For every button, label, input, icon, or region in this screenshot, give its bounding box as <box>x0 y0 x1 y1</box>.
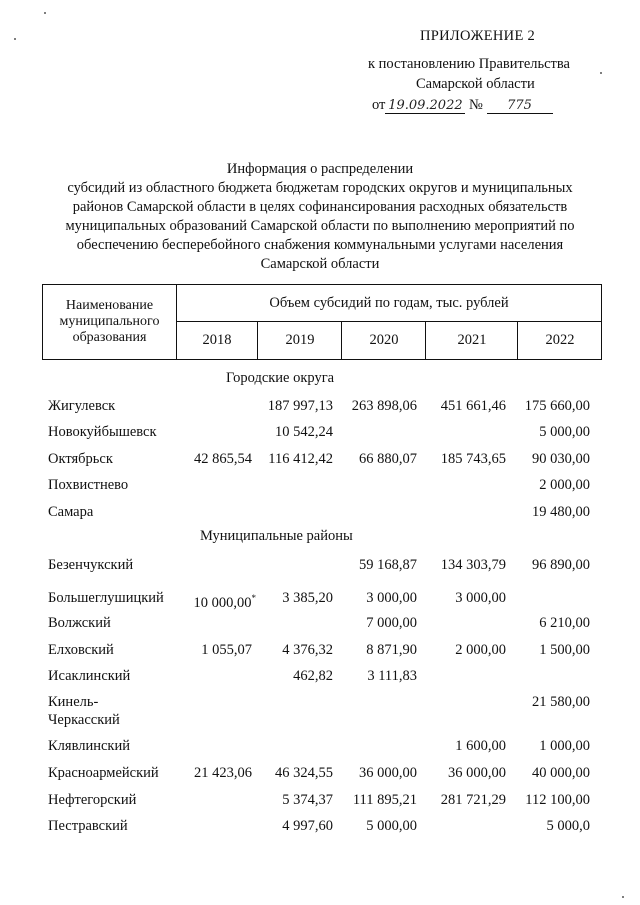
year-header-2018: 2018 <box>202 332 232 348</box>
value-2018: 1 055,07 <box>201 642 252 658</box>
date-prefix: от <box>372 97 386 113</box>
number-prefix: № <box>469 97 483 113</box>
value-2019: 4 376,32 <box>282 642 333 658</box>
column-header-name: Наименование муниципального образования <box>43 285 177 359</box>
value-2020: 66 880,07 <box>359 451 417 467</box>
value-2020: 8 871,90 <box>366 642 417 658</box>
value-2022: 40 000,00 <box>532 765 590 781</box>
title-line: субсидий из областного бюджета бюджетам городских округов и муниципальных <box>67 180 573 196</box>
table-row <box>48 736 608 756</box>
date-value: 19.09.2022 <box>385 98 465 114</box>
table-row <box>48 692 608 732</box>
title-line: Самарской области <box>260 256 380 272</box>
value-2020: 5 000,00 <box>366 818 417 834</box>
scan-speck <box>14 38 16 40</box>
title-line: обеспечению бесперебойного снабжения коммунальными услугами населения <box>76 237 564 253</box>
value-2022: 5 000,00 <box>539 424 590 440</box>
value-2020: 3 111,83 <box>367 668 417 684</box>
value-2019: 462,82 <box>293 668 333 684</box>
value-2020: 111 895,21 <box>352 792 417 808</box>
municipality-name: Самара <box>48 504 94 520</box>
value-2020: 36 000,00 <box>359 765 417 781</box>
footnote-mark: * <box>251 593 256 603</box>
year-header-2019: 2019 <box>257 322 342 359</box>
value-2022: 175 660,00 <box>524 398 590 414</box>
municipality-name: Кинель- <box>48 694 99 710</box>
column-header-volume: Объем субсидий по годам, тыс. рублей <box>177 285 601 322</box>
table-row <box>48 502 608 522</box>
title-line: муниципальных образований Самарской области по выполнению мероприятий по <box>65 218 575 234</box>
value-2021: 3 000,00 <box>455 590 506 606</box>
table-row <box>48 640 608 660</box>
document-title <box>30 160 610 274</box>
number-value: 775 <box>487 98 553 114</box>
year-header-2020: 2020 <box>341 322 426 359</box>
table-row <box>48 396 608 416</box>
municipality-name: Елховский <box>48 642 114 658</box>
table-row <box>48 449 608 469</box>
value-2019: 46 324,55 <box>275 765 333 781</box>
table-row <box>48 422 608 442</box>
value-2022: 2 000,00 <box>539 477 590 493</box>
section-heading-urban: Городские округа <box>226 370 335 386</box>
value-2022: 5 000,0 <box>546 818 590 834</box>
value-2022: 21 580,00 <box>532 694 590 710</box>
value-2022: 19 480,00 <box>532 504 590 520</box>
value-2022: 6 210,00 <box>539 615 590 631</box>
table-row <box>48 790 608 810</box>
municipality-name: Красноармейский <box>48 765 159 781</box>
municipality-name: Октябрьск <box>48 451 113 467</box>
value-2019: 4 997,60 <box>282 818 333 834</box>
municipality-name: Похвистнево <box>48 477 129 493</box>
value-2021: 36 000,00 <box>448 765 506 781</box>
value-2018: 42 865,54 <box>194 451 252 467</box>
municipality-name: Новокуйбышевск <box>48 424 157 440</box>
value-2018: 10 000,00* <box>193 593 256 611</box>
value-2022: 1 000,00 <box>539 738 590 754</box>
value-2022: 112 100,00 <box>525 792 590 808</box>
appendix-label: ПРИЛОЖЕНИЕ 2 <box>420 28 536 44</box>
decree-line-2: Самарской области <box>416 76 535 92</box>
value-2019: 3 385,20 <box>282 590 333 606</box>
value-2019: 10 542,24 <box>275 424 333 440</box>
section-heading-districts: Муниципальные районы <box>200 528 353 544</box>
value-2021: 2 000,00 <box>455 642 506 658</box>
table-row <box>48 588 608 611</box>
table-row <box>48 555 608 575</box>
value-2019: 116 412,42 <box>268 451 333 467</box>
scan-speck <box>622 896 624 898</box>
year-header-2021: 2021 <box>425 322 518 359</box>
table-header <box>42 284 602 360</box>
municipality-name: Исаклинский <box>48 668 131 684</box>
table-row <box>48 666 608 686</box>
value-2020: 7 000,00 <box>366 615 417 631</box>
value-2021: 185 743,65 <box>440 451 506 467</box>
municipality-name: Нефтегорский <box>48 792 137 808</box>
decree-line-1: к постановлению Правительства <box>368 56 570 72</box>
table-row <box>48 475 608 495</box>
value-2021: 134 303,79 <box>440 557 506 573</box>
municipality-name: Жигулевск <box>48 398 116 414</box>
municipality-name: Большеглушицкий <box>48 590 164 606</box>
municipality-name-continued: Черкасский <box>48 712 120 728</box>
municipality-name: Безенчукский <box>48 557 134 573</box>
municipality-name: Волжский <box>48 615 111 631</box>
title-line: Информация о распределении <box>226 161 414 177</box>
value-2022: 90 030,00 <box>532 451 590 467</box>
municipality-name: Клявлинский <box>48 738 130 754</box>
value-2021: 451 661,46 <box>440 398 506 414</box>
value-2022: 1 500,00 <box>539 642 590 658</box>
value-2019: 187 997,13 <box>267 398 333 414</box>
table-row <box>48 816 608 836</box>
value-2020: 3 000,00 <box>366 590 417 606</box>
title-line: районов Самарской области в целях софинансирования расходных обязательств <box>72 199 568 215</box>
municipality-name: Пестравский <box>48 818 128 834</box>
value-2018: 21 423,06 <box>194 765 252 781</box>
value-2022: 96 890,00 <box>532 557 590 573</box>
value-2019: 5 374,37 <box>282 792 333 808</box>
value-2021: 1 600,00 <box>455 738 506 754</box>
scan-speck <box>600 72 602 74</box>
value-2020: 59 168,87 <box>359 557 417 573</box>
value-2021: 281 721,29 <box>440 792 506 808</box>
year-header-2022: 2022 <box>517 322 602 359</box>
table-row <box>48 613 608 633</box>
table-row <box>48 763 608 783</box>
value-2020: 263 898,06 <box>351 398 417 414</box>
decree-date-number <box>372 97 553 114</box>
scan-speck <box>44 12 46 14</box>
